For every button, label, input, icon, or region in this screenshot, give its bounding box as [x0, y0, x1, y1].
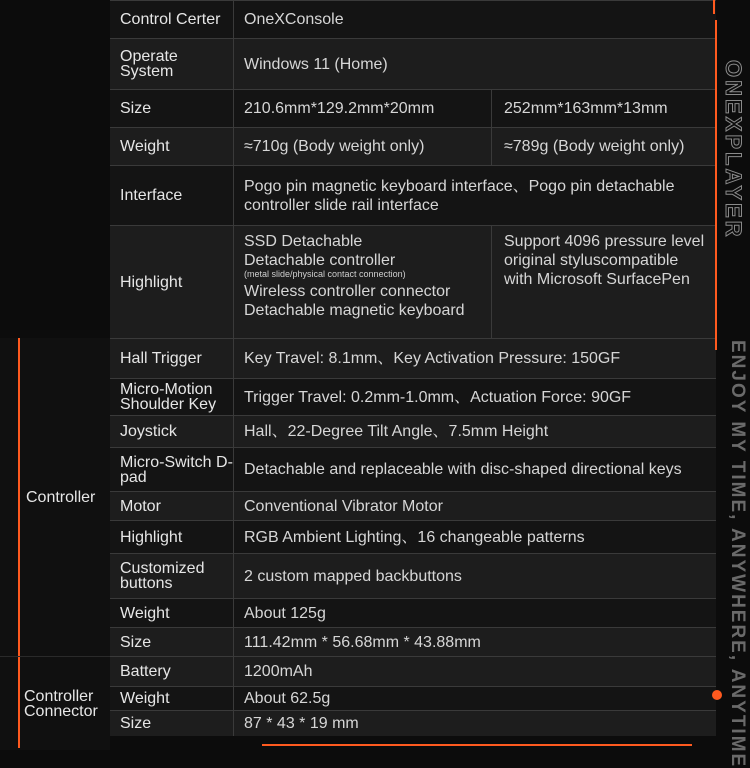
spec-row-label — [110, 89, 234, 127]
accent-line — [0, 656, 110, 657]
highlight-line: with Microsoft SurfacePen — [504, 271, 690, 288]
spec-row-label — [110, 225, 234, 338]
spec-row-value — [234, 165, 716, 225]
controller-row-value — [234, 520, 716, 553]
spec-row-label — [110, 165, 234, 225]
controller-row-value — [234, 338, 716, 378]
controller-row-label — [110, 415, 234, 447]
row-value-text: 210.6mm*129.2mm*20mm — [244, 100, 435, 117]
category-label: Controller Connector — [24, 687, 98, 720]
spec-row-value — [234, 127, 492, 165]
highlight-note: (metal slide/physical contact connection) — [244, 269, 406, 279]
controller-row-label — [110, 598, 234, 627]
row-label-text: Joystick — [120, 423, 177, 440]
highlight-line: Support 4096 pressure level — [504, 233, 705, 250]
row-label-text: Size — [120, 633, 152, 651]
row-label-text: Size — [120, 100, 152, 117]
controller-row-value — [234, 553, 716, 598]
connector-row-value — [234, 656, 716, 686]
row-value-text: 252mm*163mm*13mm — [504, 100, 668, 117]
connector-row-label — [110, 686, 234, 710]
controller-row-value — [234, 627, 716, 656]
row-value-text: OneXConsole — [244, 11, 344, 28]
row-label-text: Hall Trigger — [120, 350, 202, 367]
highlight-line: SSD Detachable — [244, 233, 363, 250]
highlight-line: Wireless controller connector — [244, 283, 451, 300]
row-label-text: Customized buttons — [120, 560, 205, 592]
row-value-text: 2 custom mapped backbuttons — [244, 567, 462, 585]
spec-row-value — [492, 127, 716, 165]
row-label-text: Highlight — [120, 273, 183, 291]
controller-row-label — [110, 491, 234, 520]
connector-row-label — [110, 710, 234, 736]
row-label-text: Motor — [120, 497, 161, 515]
row-label-text: Weight — [120, 690, 170, 707]
accent-line — [18, 338, 20, 748]
spec-row-label — [110, 0, 234, 38]
row-value-text: 111.42mm * 56.68mm * 43.88mm — [244, 633, 481, 651]
row-value-text: Detachable and replaceable with disc-shaped directional keys — [244, 461, 682, 478]
controller-row-label — [110, 338, 234, 378]
row-value-text: RGB Ambient Lighting、16 changeable patterns — [244, 528, 585, 546]
accent-line — [713, 0, 715, 14]
spec-row-label — [110, 127, 234, 165]
spec-row-value — [492, 89, 716, 127]
row-value-text: Conventional Vibrator Motor — [244, 497, 443, 515]
spec-row-value — [234, 0, 716, 38]
spec-row-value — [234, 225, 492, 338]
row-label-text: Size — [120, 715, 152, 732]
row-label-text: Control Certer — [120, 11, 221, 28]
row-value-text: Key Travel: 8.1mm、Key Activation Pressure: 150GF — [244, 350, 621, 367]
controller-row-value — [234, 447, 716, 491]
slogan-watermark: ENJOY MY TIME, ANYWHERE, ANYTIME — [727, 340, 748, 768]
row-value-text: Hall、22-Degree Tilt Angle、7.5mm Height — [244, 423, 549, 440]
accent-line — [715, 20, 717, 350]
row-label-text: Battery — [120, 663, 171, 680]
row-label-text: Weight — [120, 138, 170, 155]
row-value-text: ≈789g (Body weight only) — [504, 138, 685, 155]
controller-row-label — [110, 520, 234, 553]
highlight-line: original styluscompatible — [504, 252, 679, 269]
row-value-text: ≈710g (Body weight only) — [244, 138, 425, 155]
accent-line — [712, 690, 722, 700]
category-label: Controller — [26, 488, 96, 506]
row-label-text: Micro-Motion Shoulder Key — [120, 381, 217, 413]
controller-row-value — [234, 378, 716, 415]
row-label-text: Interface — [120, 187, 183, 204]
controller-row-label — [110, 553, 234, 598]
category-controller-connector — [0, 656, 110, 750]
row-value-text: Trigger Travel: 0.2mm-1.0mm、Actuation Force: 90GF — [244, 388, 632, 406]
row-value-text: 87 * 43 * 19 mm — [244, 715, 359, 732]
category-controller — [0, 338, 110, 656]
connector-row-label — [110, 656, 234, 686]
controller-row-label — [110, 447, 234, 491]
spec-row-label — [110, 38, 234, 89]
controller-row-value — [234, 598, 716, 627]
brand-watermark: ONEXPLAYER — [721, 60, 746, 240]
row-value-text: Pogo pin magnetic keyboard interface、Pogo pin detachable controller slide rail interface — [244, 177, 675, 214]
row-value-text: About 125g — [244, 604, 326, 622]
row-label-text: Highlight — [120, 528, 183, 546]
highlight-line: Detachable controller — [244, 252, 396, 269]
row-label-text: Weight — [120, 604, 170, 622]
spec-row-value — [234, 89, 492, 127]
connector-row-value — [234, 686, 716, 710]
controller-row-value — [234, 415, 716, 447]
accent-line — [262, 744, 692, 746]
row-label-text: Micro-Switch D-pad — [120, 453, 233, 486]
controller-row-label — [110, 378, 234, 415]
connector-row-value — [234, 710, 716, 736]
spec-row-value — [492, 225, 716, 338]
controller-row-label — [110, 627, 234, 656]
row-value-text: About 62.5g — [244, 690, 331, 707]
controller-row-value — [234, 491, 716, 520]
row-value-text: 1200mAh — [244, 663, 313, 680]
row-value-text: Windows 11 (Home) — [244, 55, 388, 73]
highlight-line: Detachable magnetic keyboard — [244, 302, 465, 319]
row-label-text: Operate System — [120, 48, 178, 80]
spec-row-value — [234, 38, 716, 89]
